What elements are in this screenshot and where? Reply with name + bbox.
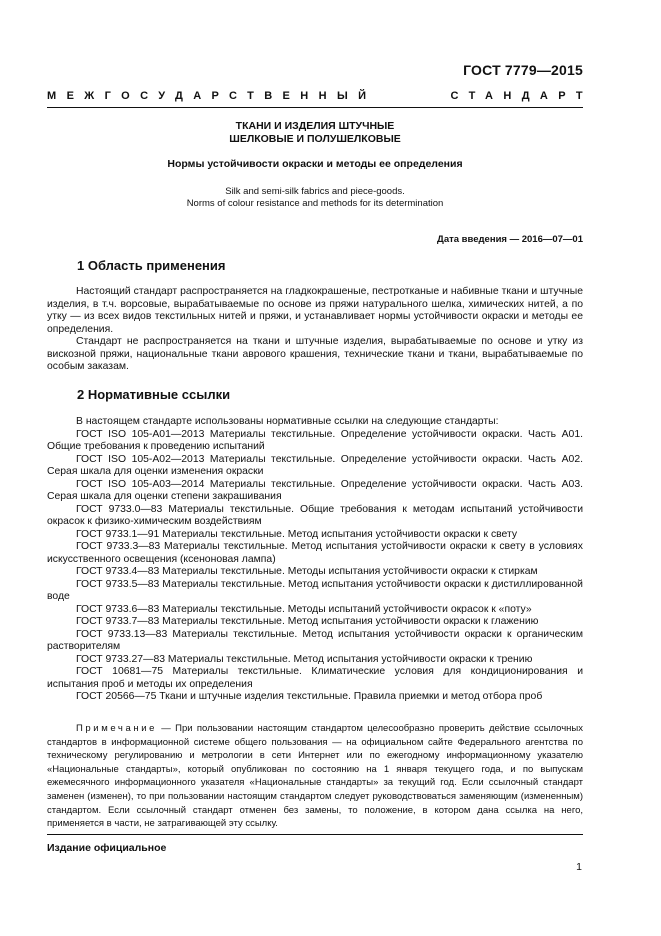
reference-item: ГОСТ ISO 105-A03—2014 Материалы текстильные. Определение устойчивости окраски. Часть А03. Серая шкала для оценки степени закрашивания <box>47 478 583 502</box>
section-1-heading: 1 Область применения <box>77 258 226 273</box>
official-edition-label: Издание официальное <box>47 842 167 854</box>
reference-item: ГОСТ 9733.7—83 Материалы текстильные. Метод испытания устойчивости окраски к глажению <box>76 616 539 627</box>
reference-item: ГОСТ 20566—75 Ткани и штучные изделия текстильные. Правила приемки и метод отбора проб <box>76 691 543 702</box>
interstate-standard-banner <box>47 90 593 102</box>
note-block <box>47 722 583 831</box>
document-subtitle: Нормы устойчивости окраски и методы ее определения <box>167 158 463 170</box>
section-1-body <box>47 286 583 374</box>
reference-item: ГОСТ 9733.13—83 Материалы текстильные. Метод испытания устойчивости окраски к органическим растворителям <box>47 628 583 652</box>
standard-label: СТАНДАРТ <box>450 90 593 102</box>
reference-item: ГОСТ 10681—75 Материалы текстильные. Климатические условия для кондиционирования и испытания проб и методы их определения <box>47 666 583 690</box>
reference-item: ГОСТ 9733.0—83 Материалы текстильные. Общие требования к методам испытаний устойчивости окрасок к физико-химическим воздействиям <box>47 503 583 527</box>
section-2-heading: 2 Нормативные ссылки <box>77 387 231 402</box>
reference-item: ГОСТ 9733.3—83 Материалы текстильные. Метод испытания устойчивости окраски к свету в условиях искусственного освещения (ксеноновая лампа) <box>47 541 583 565</box>
references-intro: В настоящем стандарте использованы нормативные ссылки на следующие стандарты: <box>76 416 499 427</box>
note-text: — При пользовании настоящим стандартом целесообразно проверить действие ссылочных стандартов в информационной системе общего пользования — на официальном сайте Федерального агентства по техническому регулированию и метрологии в сети Интернет или по ежегодному информационному указателю «Национальные стандарты», который опубликован по состоянию на 1 января текущего года, и по выпускам ежемесячного информационного указателя «Национальные стандарты» за текущий год. Если ссылочный стандарт заменен (изменен), то при пользовании настоящим стандартом следует руководствоваться заменяющим (измененным) стандартом. Если ссылочный стандарт отменен без замены, то положение, в котором дана ссылка на него, применяется в части, не затрагивающей эту ссылку. <box>47 723 583 830</box>
reference-item: ГОСТ ISO 105-A02—2013 Материалы текстильные. Определение устойчивости окраски. Часть А02. Серая шкала для оценки изменения окраски <box>47 453 583 477</box>
title-line-1: ТКАНИ И ИЗДЕЛИЯ ШТУЧНЫЕ <box>235 120 395 132</box>
reference-item: ГОСТ ISO 105-A01—2013 Материалы текстильные. Определение устойчивости окраски. Часть А01. Общие требования к проведению испытаний <box>47 428 583 452</box>
page-number: 1 <box>576 861 582 873</box>
footer-rule <box>47 834 583 835</box>
introduction-date: Дата введения — 2016—07—01 <box>437 234 583 245</box>
note-label: Примечание <box>76 723 157 734</box>
interstate-label: МЕЖГОСУДАРСТВЕННЫЙ <box>47 90 377 102</box>
english-title <box>47 186 583 210</box>
reference-item: ГОСТ 9733.6—83 Материалы текстильные. Методы испытаний устойчивости окрасок к «поту» <box>76 603 532 615</box>
reference-item: ГОСТ 9733.1—91 Материалы текстильные. Метод испытания устойчивости окраски к свету <box>76 528 518 540</box>
header-rule <box>47 107 583 108</box>
section-2-body <box>47 416 583 704</box>
english-title-line-2: Norms of colour resistance and methods for its determination <box>186 198 444 209</box>
document-title <box>47 120 583 146</box>
reference-item: ГОСТ 9733.27—83 Материалы текстильные. Метод испытания устойчивости окраски к трению <box>76 653 533 665</box>
english-title-line-1: Silk and semi-silk fabrics and piece-goods. <box>225 186 405 197</box>
reference-item: ГОСТ 9733.4—83 Материалы текстильные. Методы испытания устойчивости окраски к стиркам <box>76 566 538 577</box>
section-1-paragraph: Настоящий стандарт распространяется на гладкокрашеные, пестротканые и набивные ткани и штучные изделия, в т.ч. ворсовые, вырабатываемые по основе из пряжи натурального шелка, химических нитей, а по утку — из всех видов текстильных нитей и пряжи, и устанавливает нормы устойчивости окраски и методы ее определения. <box>47 286 583 335</box>
doc-number: ГОСТ 7779—2015 <box>463 62 583 78</box>
section-1-paragraph: Стандарт не распространяется на ткани и штучные изделия, вырабатываемые по основе и утку из вискозной пряжи, национальные ткани аврового крашения, технические ткани и ткани, вырабатываемые по особым заказам. <box>47 336 583 372</box>
title-line-2: ШЕЛКОВЫЕ И ПОЛУШЕЛКОВЫЕ <box>229 133 401 145</box>
reference-item: ГОСТ 9733.5—83 Материалы текстильные. Метод испытания устойчивости окраски к дистиллированной воде <box>47 578 583 602</box>
